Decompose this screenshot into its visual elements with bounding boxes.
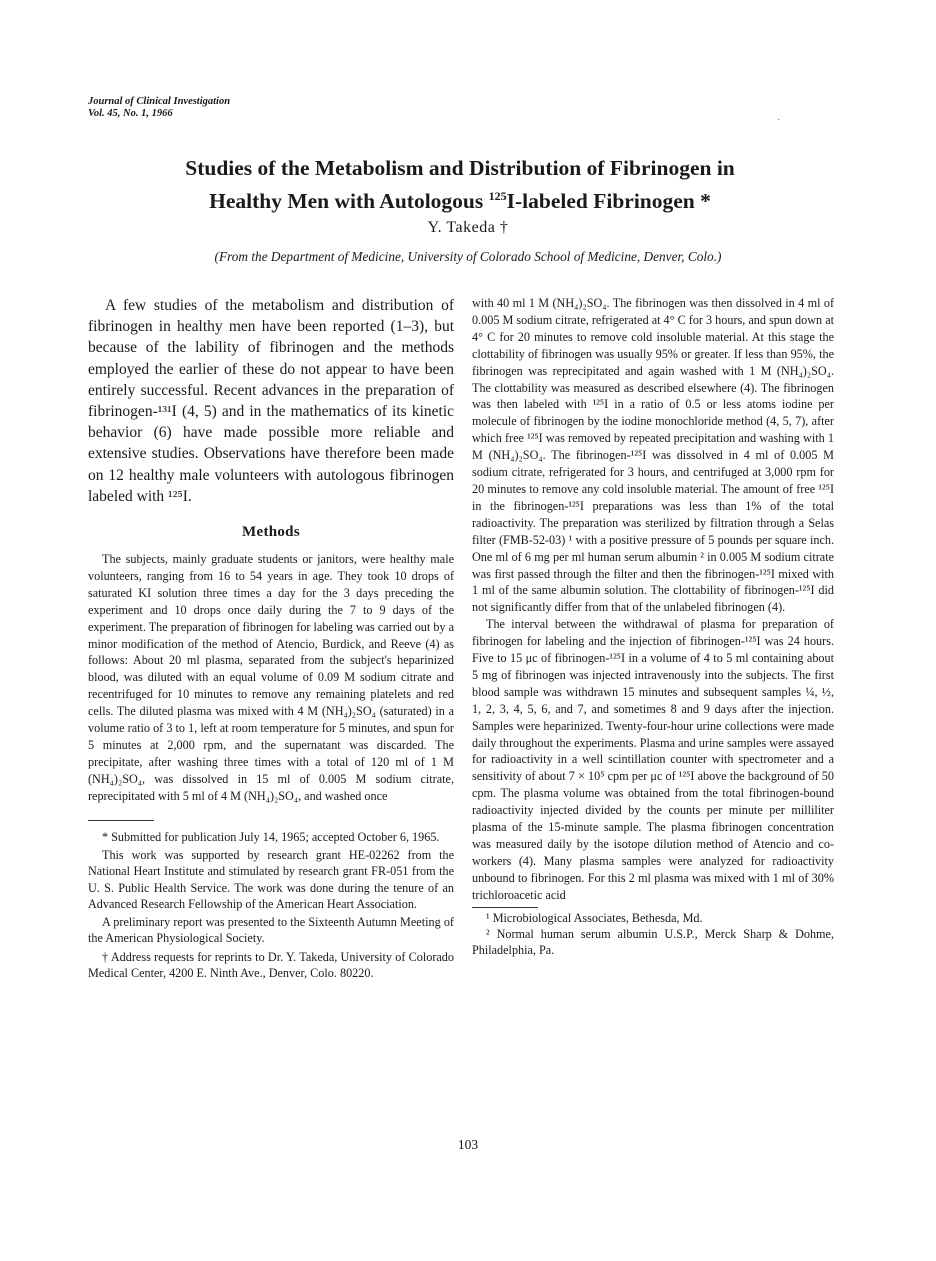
affiliation: (From the Department of Medicine, University of Colorado School of Medicine, Denver, Colo.) [214, 249, 722, 264]
journal-name: Journal of Clinical Investigation [88, 96, 231, 107]
title-line-2-end: I-labeled Fibrinogen * [506, 189, 711, 214]
right-column [472, 295, 834, 959]
journal-citation [88, 96, 230, 120]
footnote-albumin: ² Normal human serum albumin U.S.P., Merck Sharp & Dohme, Philadelphia, Pa. [472, 926, 834, 958]
methods-paragraph: The subjects, mainly graduate students or janitors, were healthy male volunteers, ranging from 16 to 54 years in age. They took 10 drops of saturated KI solution three times a day for the 3 days preceding the experiment and 10 drops once daily during the 7 to 9 days of the experiment. The preparation of fibrinogen for labeling was carried out by a minor modification of the method of Atencio, Burdick, and Reeve (4) as follows: About 20 ml plasma, separated from the subject's heparinized blood, was diluted with an equal volume of 0.09 M sodium citrate and recentrifuged for 10 minutes to remove any remaining platelets and red cells. The diluted plasma was mixed with 4 M (NH₄)₂SO₄ (saturated) in a volume ratio of 3 to 1, left at room temperature for 5 minutes, and spun for 5 minutes at 2,000 rpm, and the supernatant was discarded. The precipitate, after washing three times with a total of 120 ml of 1 M (NH₄)₂SO₄, was dissolved in 15 ml of 0.005 M sodium citrate, reprecipitated with 5 ml of 4 M (NH₄)₂SO₄, and washed once [88, 552, 454, 803]
footnote-submitted: * Submitted for publication July 14, 1965; accepted October 6, 1965. [102, 829, 440, 844]
journal-volume: Vol. 45, No. 1, 1966 [88, 108, 173, 119]
footnote-support: This work was supported by research grant HE-02262 from the National Heart Institute and stimulated by research grant FR-051 from the U. S. Public Health Service. The work was done during the tenure of an Advanced Research Fellowship of the American Heart Association. [88, 847, 454, 911]
right-footnote-divider [472, 907, 538, 908]
title-line-2-start: Healthy Men with Autologous [209, 189, 489, 214]
title-line-1: Studies of the Metabolism and Distribution of Fibrinogen in [185, 156, 735, 180]
preparation-paragraph: with 40 ml 1 M (NH₄)₂SO₄. The fibrinogen was then dissolved in 4 ml of 0.005 M sodium citrate, refrigerated at 4° C for 3 hours, and spun down at 4° C for 20 minutes to remove cold insoluble material. At this stage the clottability of fibrinogen was usually 95% or greater. If less than 95%, the fibrinogen was reprecipitated and again washed with 1 M (NH₄)₂SO₄. The clottability was measured as described elsewhere (4). The fibrinogen was then labeled with ¹²⁵I in a ratio of 0.5 or less atoms iodine per molecule of fibrinogen by the iodine monochloride method (4, 5, 7), after which free ¹²⁵I was removed by repeated precipitation and washing with 1 M (NH₄)₂SO₄. The fibrinogen-¹²⁵I was dissolved in 4 ml of 0.005 M sodium citrate, refrigerated for 3 hours, and centrifuged at 3,000 rpm for 20 minutes to remove any cold insoluble material. The amount of free ¹²⁵I in the fibrinogen-¹²⁵I preparations was less than 1% of the total radioactivity. The preparation was sterilized by filtration through a Selas filter (FMB-52-03) ¹ with a positive pressure of 5 pounds per square inch. One ml of 6 mg per ml human serum albumin ² in 0.005 M sodium citrate was first passed through the filter and then the fibrinogen-¹²⁵I mixed with 1 ml of the same albumin solution. The clottability of fibrinogen-¹²⁵I did not significantly differ from that of the unlabeled fibrinogen (4). [472, 296, 834, 615]
methods-heading: Methods [242, 524, 300, 541]
page-number: 103 [457, 1137, 479, 1152]
intro-paragraph: A few studies of the metabolism and distribution of fibrinogen in healthy men have been reported (1–3), but because of the lability of fibrinogen and the methods employed the earlier of these do not appear to have been entirely successful. Recent advances in the preparation of fibrinogen-¹³¹I (4, 5) and in the mathematics of its kinetic behavior (6) have made possible more reliable and extensive studies. Observations have therefore been made on 12 healthy male volunteers with autologous fibrinogen labeled with ¹²⁵I. [88, 297, 454, 505]
footnote-microbiological: ¹ Microbiological Associates, Bethesda, Md. [486, 910, 703, 925]
footnote-preliminary: A preliminary report was presented to the Sixteenth Autumn Meeting of the American Physiological Society. [88, 915, 454, 946]
scan-mark: · [777, 115, 781, 126]
injection-paragraph: The interval between the withdrawal of plasma for preparation of fibrinogen for labeling and the injection of fibrinogen-¹²⁵I was 24 hours. Five to 15 μc of fibrinogen-¹²⁵I in a volume of 4 to 5 ml containing about 5 mg of fibrinogen was injected intravenously into the subjects. The first blood sample was withdrawn 15 minutes and subsequent samples ¼, ½, 1, 2, 3, 4, 5, 6, and 7, and sometimes 8 and 9 days after the injection. Samples were heparinized. Twenty-four-hour urine collections were made daily throughout the experiments. Plasma and urine samples were assayed for radioactivity in a well scintillation counter with spectrometer and a sensitivity of about 7 × 10⁵ cpm per μc of ¹²⁵I above the background of 50 cpm. The plasma volume was obtained from the total fibrinogen-bound radioactivity injected divided by the counts per minute per milliliter plasma of the 15-minute sample. The plasma fibrinogen concentration was measured daily by the isotope dilution method of Atencio and co-workers (4). Many plasma samples were analyzed for radioactivity unbound to fibrinogen. For this 2 ml plasma was mixed with 1 ml of 30% trichloroacetic acid [472, 617, 834, 902]
footnote-divider [88, 820, 154, 821]
article-title [120, 154, 800, 215]
author: Y. Takeda † [427, 219, 509, 236]
title-isotope: 125 [488, 189, 507, 203]
title-line-2 [120, 182, 800, 215]
footnote-address: † Address requests for reprints to Dr. Y. Takeda, University of Colorado Medical Center, 4200 E. Ninth Ave., Denver, Colo. 80220. [88, 949, 454, 980]
left-column [88, 295, 454, 983]
